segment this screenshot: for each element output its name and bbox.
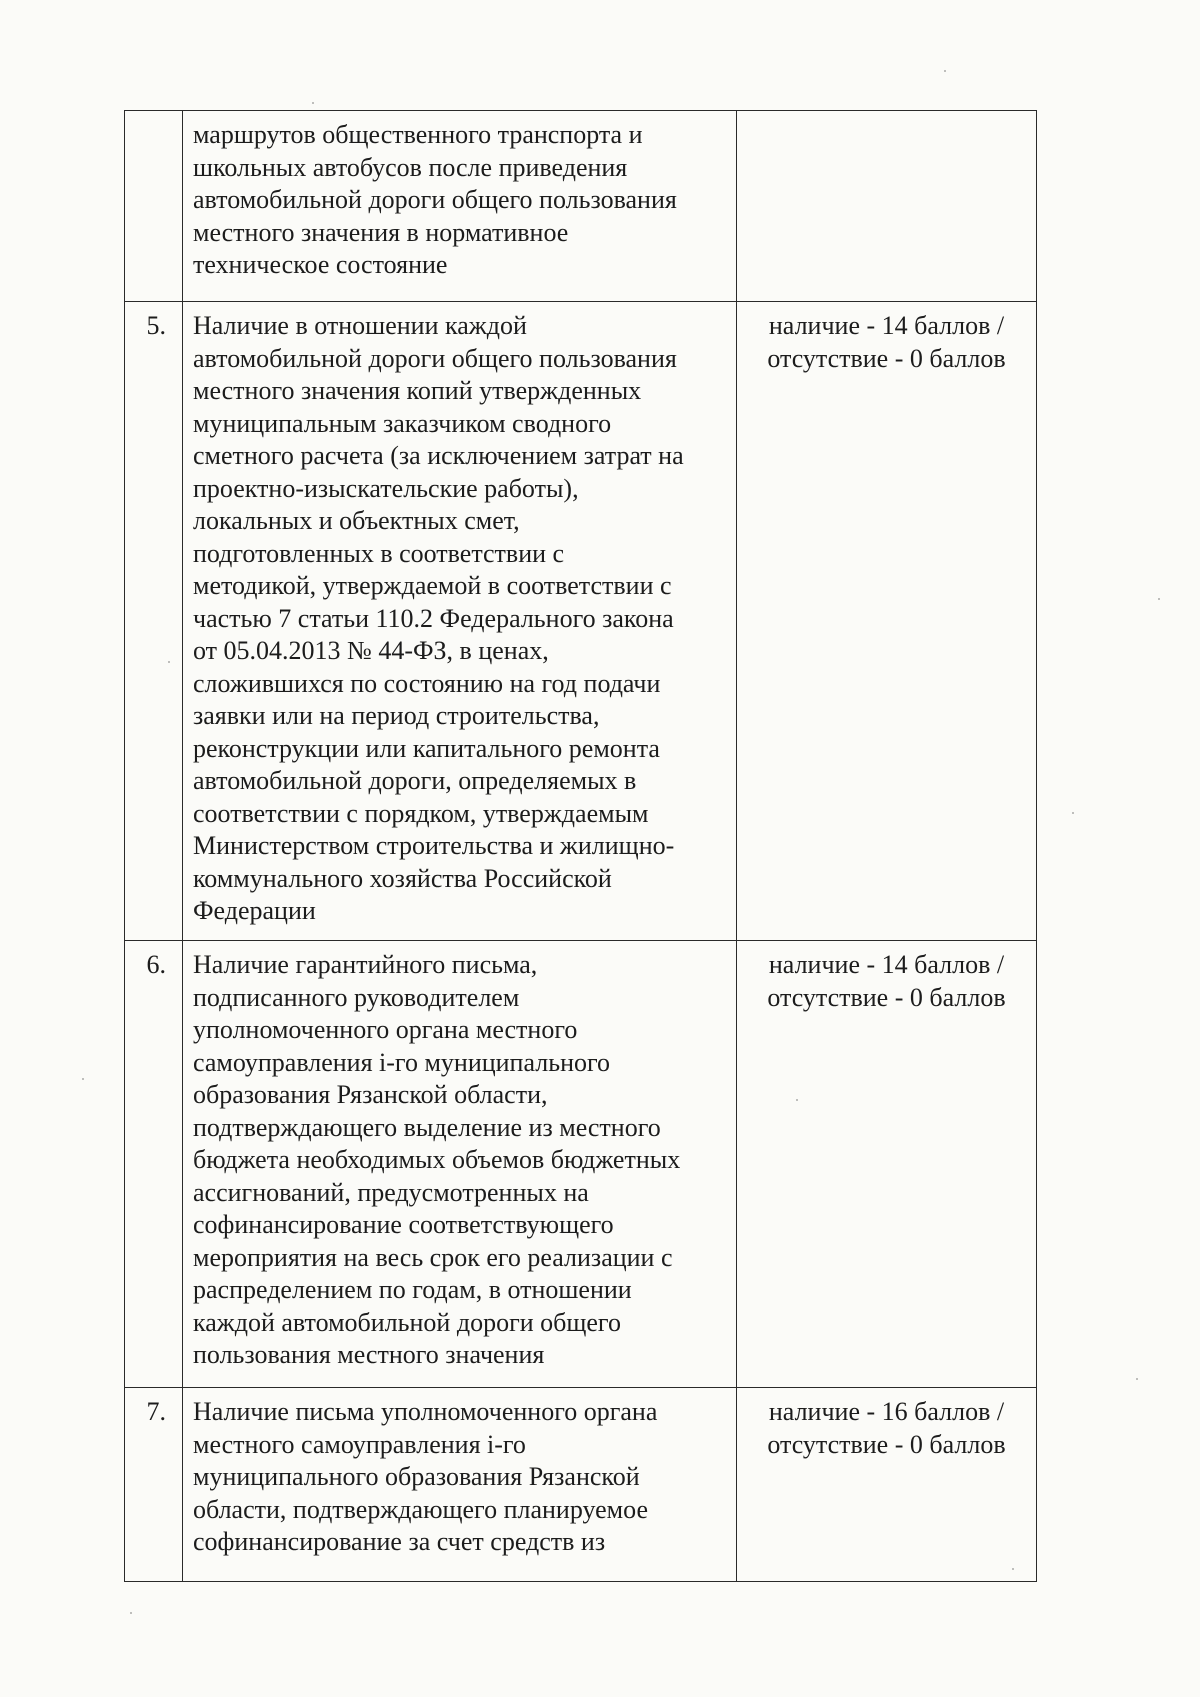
text-line: каждой автомобильной дороги общего	[193, 1307, 621, 1337]
text-line: софинансирование за счет средств из	[193, 1527, 606, 1556]
score-cell	[737, 111, 1037, 302]
table-row	[125, 111, 1037, 302]
text-line: автомобильной дороги общего пользования	[193, 343, 677, 373]
table-row	[125, 1388, 1037, 1582]
text-line: Наличие письма уполномоченного органа	[193, 1397, 658, 1426]
text-line: пользования местного значения	[193, 1340, 545, 1369]
text-line: Министерством строительства и жилищно-	[193, 831, 675, 860]
text-line: школьных автобусов после приведения	[193, 152, 628, 182]
text-line: Наличие гарантийного письма,	[193, 950, 538, 979]
text-line: муниципальным заказчиком сводного	[193, 408, 612, 438]
text-line: местного значения в нормативное	[193, 217, 569, 247]
text-line: коммунального хозяйства Российской	[193, 863, 612, 893]
text-line: ассигнований, предусмотренных на	[193, 1177, 589, 1207]
text-line: методикой, утверждаемой в соответствии с	[193, 571, 672, 600]
scan-speck	[312, 102, 314, 104]
score-line: наличие - 14 баллов /	[768, 950, 1005, 979]
table-row	[125, 941, 1037, 1388]
text-line: подготовленных в соответствии с	[193, 538, 565, 568]
text-line: локальных и объектных смет,	[193, 506, 520, 535]
text-line: муниципального образования Рязанской	[193, 1462, 640, 1491]
row-number	[125, 111, 183, 302]
criterion-text	[183, 302, 737, 941]
table-row	[125, 302, 1037, 941]
score-line: отсутствие - 0 баллов	[767, 982, 1006, 1012]
score-line: отсутствие - 0 баллов	[767, 343, 1006, 373]
scan-speck	[1136, 1378, 1138, 1380]
scan-speck	[130, 1612, 132, 1614]
score-cell	[737, 302, 1037, 941]
score-cell	[737, 1388, 1037, 1582]
text-line: Федерации	[193, 896, 316, 925]
text-line: от 05.04.2013 № 44-ФЗ, в ценах,	[193, 636, 549, 665]
row-number: 6.	[125, 941, 183, 1388]
text-line: частью 7 статьи 110.2 Федерального закона	[193, 603, 674, 633]
text-line: подтверждающего выделение из местного	[193, 1112, 661, 1142]
score-cell	[737, 941, 1037, 1388]
score-line: наличие - 16 баллов /	[768, 1397, 1005, 1426]
text-line: местного самоуправления i-го	[193, 1429, 526, 1459]
scan-speck	[168, 661, 170, 663]
text-line: местного значения копий утвержденных	[193, 376, 642, 405]
text-line: маршрутов общественного транспорта и	[193, 120, 643, 149]
scan-speck	[1072, 812, 1074, 814]
text-line: проектно-изыскательские работы),	[193, 473, 579, 503]
text-line: бюджета необходимых объемов бюджетных	[193, 1145, 681, 1174]
scan-speck	[944, 70, 946, 72]
scan-speck	[1012, 1568, 1014, 1570]
scan-speck	[1158, 598, 1160, 600]
text-line: уполномоченного органа местного	[193, 1015, 578, 1044]
text-line: распределением по годам, в отношении	[193, 1275, 632, 1304]
criterion-text	[183, 111, 737, 302]
score-line: отсутствие - 0 баллов	[767, 1429, 1006, 1459]
text-line: заявки или на период строительства,	[193, 701, 600, 730]
text-line: автомобильной дороги, определяемых в	[193, 766, 637, 795]
text-line: соответствии с порядком, утверждаемым	[193, 798, 649, 828]
criterion-text	[183, 941, 737, 1388]
text-line: автомобильной дороги общего пользования	[193, 185, 677, 214]
text-line: софинансирование соответствующего	[193, 1210, 614, 1239]
text-line: Наличие в отношении каждой	[193, 311, 527, 340]
criteria-table	[124, 110, 1037, 1582]
text-line: подписанного руководителем	[193, 982, 520, 1012]
row-number: 5.	[125, 302, 183, 941]
row-number: 7.	[125, 1388, 183, 1582]
text-line: сложившихся по состоянию на год подачи	[193, 668, 661, 698]
criterion-text	[183, 1388, 737, 1582]
text-line: мероприятия на весь срок его реализации с	[193, 1242, 673, 1272]
score-line: наличие - 14 баллов /	[768, 311, 1005, 340]
text-line: области, подтверждающего планируемое	[193, 1494, 648, 1524]
text-line: реконструкции или капитального ремонта	[193, 733, 660, 763]
scan-speck	[82, 1078, 84, 1080]
scan-speck	[796, 1099, 798, 1101]
text-line: техническое состояние	[193, 250, 448, 279]
text-line: самоуправления i-го муниципального	[193, 1047, 611, 1077]
text-line: сметного расчета (за исключением затрат на	[193, 441, 684, 470]
text-line: образования Рязанской области,	[193, 1080, 548, 1109]
